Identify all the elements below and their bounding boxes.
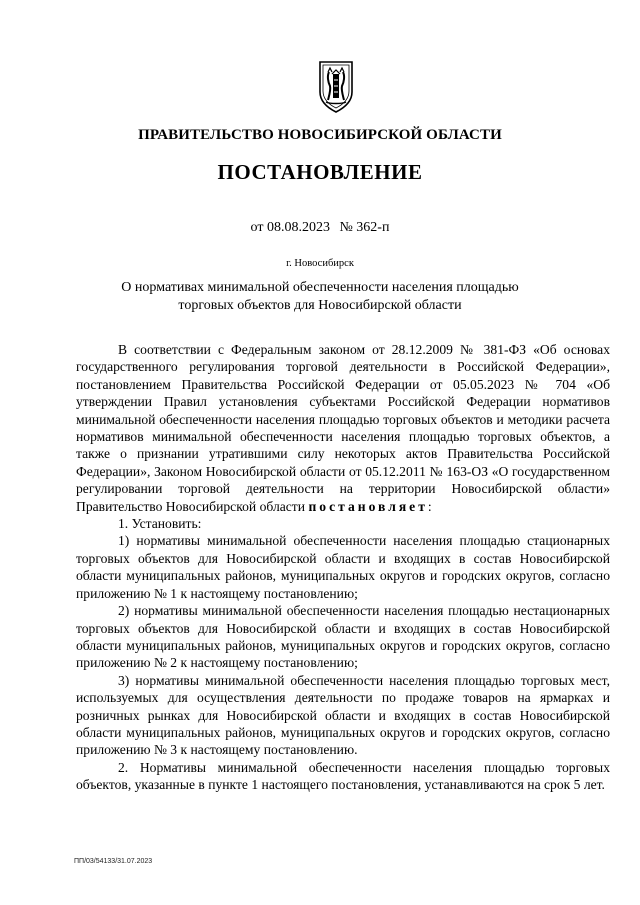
document-city: г. Новосибирск [286, 258, 354, 269]
clause-2: 2. Нормативы минимальной обеспеченности населения площадью торговых объектов, указанные в пункте 1 настоящего постановления, устанавливаются на срок 5 лет. [76, 759, 610, 793]
coat-of-arms-icon [314, 58, 358, 114]
clause-1-2: 2) нормативы минимальной обеспеченности населения площадью нестационарных торговых объектов для Новосибирской области и входящих в состав Новосибирской области муниципальных районов, муниципальных округов и городских округов, согласно приложению № 2 к настоящему постановлению; [76, 603, 610, 671]
document-date: от 08.08.2023 [250, 220, 330, 235]
decree-word: постановляет [308, 498, 428, 514]
document-heading-line-2: торговых объектов для Новосибирской области [178, 298, 462, 313]
government-title: ПРАВИТЕЛЬСТВО НОВОСИБИРСКОЙ ОБЛАСТИ [138, 127, 502, 143]
document-type: ПОСТАНОВЛЕНИЕ [217, 160, 423, 184]
clause-1: 1. Установить: [118, 516, 202, 532]
intro-paragraph [76, 341, 610, 515]
document-body [76, 341, 610, 794]
decree-colon: : [427, 498, 432, 514]
intro-text: В соответствии с Федеральным законом от 28.12.2009 № 381-ФЗ «Об основах государственного регулирования торговой деятельности в Российской Федерации», постановлением Правительства Российской Федерации от 05.05.2023 № 704 «Об утверждении Правил установления субъектами Российской Федерации нормативов минимальной обеспеченности населения площадью торговых объектов и методики расчета нормативов минимальной обеспеченности населения площадью торговых объектов, а также о признании утратившими силу некоторых актов Правительства Российской Федерации», Законом Новосибирской области от 05.12.2011 № 163-ОЗ «О государственном регулировании торговой деятельности на территории Новосибирской области» Правительство Новосибирской области [76, 342, 610, 514]
document-heading-line-1: О нормативах минимальной обеспеченности населения площадью [121, 280, 519, 295]
footer-document-code: ПП/03/54133/31.07.2023 [74, 858, 153, 865]
document-number: № 362-п [339, 220, 390, 235]
clause-1-3: 3) нормативы минимальной обеспеченности населения площадью торговых мест, используемых для осуществления деятельности по продаже товаров на ярмарках и розничных рынках для Новосибирской области и входящих в состав Новосибирской области муниципальных районов, муниципальных округов и городских округов, согласно приложению № 3 к настоящему постановлению. [76, 672, 610, 758]
clause-1-1: 1) нормативы минимальной обеспеченности населения площадью стационарных торговых объектов для Новосибирской области и входящих в состав Новосибирской области муниципальных районов, муниципальных округов и городских округов, согласно приложению № 1 к настоящему постановлению; [76, 533, 610, 601]
document-heading [0, 279, 640, 315]
document-date-number [0, 220, 640, 236]
